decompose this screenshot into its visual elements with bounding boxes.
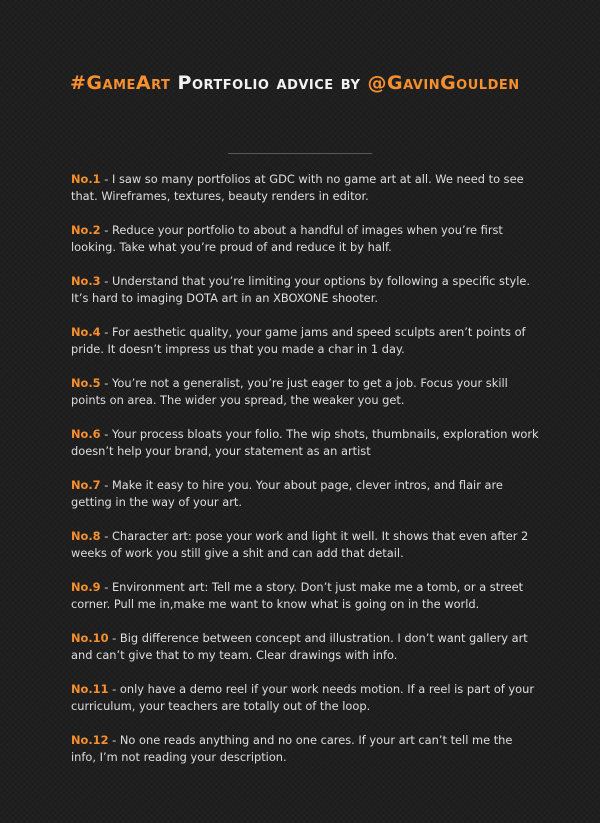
tip-text: - Character art: pose your work and light it well. It shows that even after 2 weeks of work you still give a shit and can add that detail. [71,529,529,560]
tip-item [71,579,541,613]
tip-text: - Understand that you’re limiting your options by following a specific style. It’s hard to imaging DOTA art in an XBOXONE shooter. [71,274,530,305]
tip-number: No.4 [71,325,101,339]
tip-item [71,375,541,409]
tip-number: No.6 [71,427,101,441]
tip-text: - Make it easy to hire you. Your about page, clever intros, and flair are getting in the way of your art. [71,478,503,509]
tip-item [71,222,541,256]
tip-item [71,630,541,664]
tip-number: No.7 [71,478,101,492]
tip-number: No.12 [71,733,109,747]
tip-text: - Environment art: Tell me a story. Don’t just make me a tomb, or a street corner. Pull me in,make me want to know what is going on in the world. [71,580,524,611]
tip-number: No.1 [71,172,101,186]
tip-item [71,171,541,205]
title-text: Portfolio advice by [170,72,368,94]
tip-text: - Your process bloats your folio. The wip shots, thumbnails, exploration work doesn’t help your brand, your statement as an artist [71,427,539,458]
tip-item [71,477,541,511]
title-divider [228,153,372,154]
tip-number: No.3 [71,274,101,288]
tip-number: No.9 [71,580,101,594]
tip-item [71,324,541,358]
tip-text: - Big difference between concept and illustration. I don’t want gallery art and can’t give that to my team. Clear drawings with info. [71,631,528,662]
tip-text: - I saw so many portfolios at GDC with no game art at all. We need to see that. Wireframes, textures, beauty renders in editor. [71,172,524,203]
tip-text: - only have a demo reel if your work needs motion. If a reel is part of your curriculum, your teachers are totally out of the loop. [71,682,535,713]
tip-item [71,681,541,715]
tip-number: No.11 [71,682,109,696]
tip-item [71,426,541,460]
title-hashtag: #GameArt [70,72,171,94]
tip-text: - No one reads anything and no one cares. If your art can’t tell me the info, I’m not reading your description. [71,733,513,764]
tip-number: No.8 [71,529,101,543]
tips-list [71,171,541,783]
tip-text: - Reduce your portfolio to about a handful of images when you’re first looking. Take what you’re proud of and reduce it by half. [71,223,503,254]
tip-text: - For aesthetic quality, your game jams and speed sculpts aren’t points of pride. It doesn’t impress us that you made a char in 1 day. [71,325,526,356]
tip-item [71,273,541,307]
tip-text: - You’re not a generalist, you’re just eager to get a job. Focus your skill points on area. The wider you spread, the weaker you get. [71,376,508,407]
tip-number: No.2 [71,223,101,237]
tip-item [71,732,541,766]
tip-number: No.5 [71,376,101,390]
tip-item [71,528,541,562]
title-handle: @GavinGoulden [367,72,520,94]
tip-number: No.10 [71,631,109,645]
page-title [70,70,540,97]
